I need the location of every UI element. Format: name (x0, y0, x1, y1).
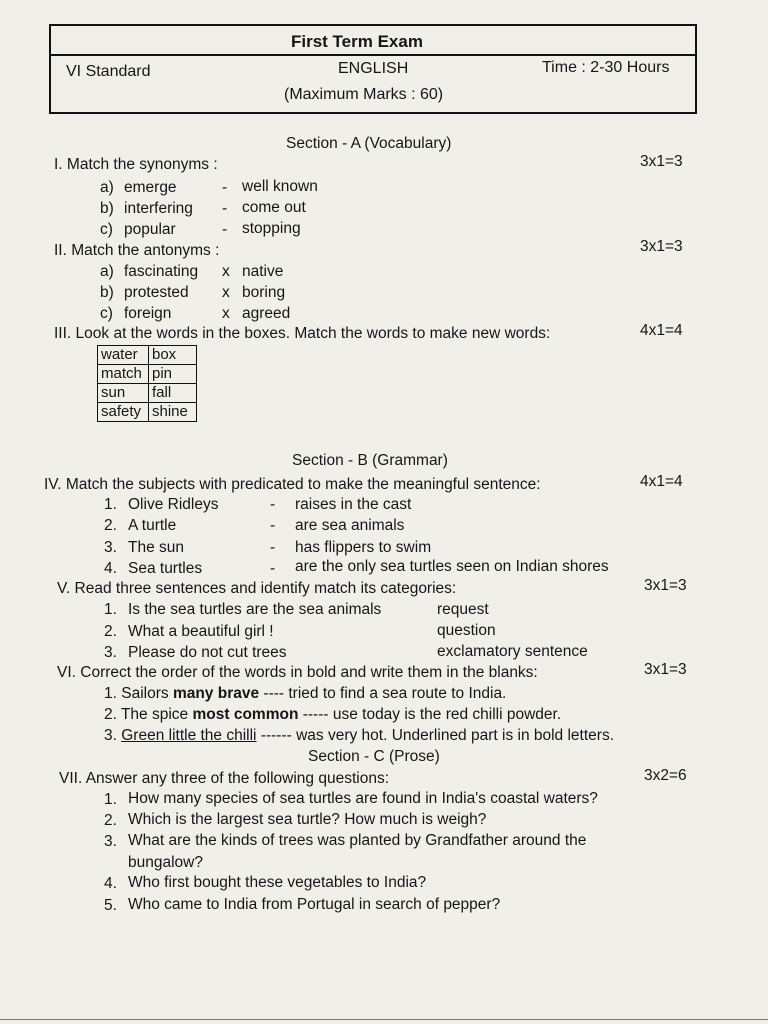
q5-marks: 3x1=3 (644, 577, 687, 594)
q1-marks: 3x1=3 (640, 153, 683, 170)
q5-category: exclamatory sentence (437, 643, 588, 660)
word-box-row (98, 403, 197, 422)
q4-num: 4. (104, 560, 117, 577)
q4-subject: A turtle (128, 517, 177, 534)
q7-question-continued: bungalow? (128, 854, 203, 871)
q7-question: Who came to India from Portugal in search of pepper? (128, 896, 501, 913)
section-c-heading: Section - C (Prose) (308, 748, 440, 765)
word-box-right: box (149, 346, 197, 365)
q7-question: Who first bought these vegetables to India? (128, 874, 427, 891)
q4-predicate: are sea animals (295, 517, 405, 534)
q2-sep: x (222, 305, 230, 322)
q2-word: fascinating (124, 263, 199, 280)
q1-word: emerge (124, 179, 177, 196)
time-label: Time : 2-30 Hours (542, 59, 670, 76)
q4-predicate: has flippers to swim (295, 539, 432, 556)
q1-sep: - (222, 221, 228, 238)
word-box-left: match (98, 365, 149, 384)
q5-sentence: Please do not cut trees (128, 644, 287, 661)
q5-num: 1. (104, 601, 117, 618)
q2-letter: b) (100, 284, 114, 301)
q5-heading: V. Read three sentences and identify match its categories: (57, 580, 457, 597)
q7-question: How many species of sea turtles are found in India's coastal waters? (128, 790, 598, 807)
word-box-left: sun (98, 384, 149, 403)
q6-bold-words: many brave (172, 685, 260, 702)
q6-pre: Sailors (121, 685, 173, 702)
word-box-left: safety (98, 403, 149, 422)
q6-num: 2. (104, 706, 117, 723)
q5-category: question (437, 622, 496, 639)
q1-match: stopping (242, 220, 301, 237)
word-box-row (98, 346, 197, 365)
q6-item (104, 728, 614, 744)
q1-sep: - (222, 200, 228, 217)
q1-word: popular (124, 221, 176, 238)
q5-category: request (437, 601, 489, 618)
q5-sentence: Is the sea turtles are the sea animals (128, 601, 382, 618)
q4-sep: - (270, 539, 276, 556)
q1-sep: - (222, 179, 228, 196)
q1-match: well known (242, 178, 318, 195)
q4-num: 1. (104, 496, 117, 513)
q1-word: interfering (124, 200, 193, 217)
q6-num: 1. (104, 685, 117, 702)
page-bottom-edge (0, 1019, 768, 1020)
q1-letter: c) (100, 221, 113, 238)
q2-word: foreign (124, 305, 172, 322)
q7-num: 3. (104, 833, 117, 850)
q2-letter: c) (100, 305, 113, 322)
q4-predicate: raises in the cast (295, 496, 412, 513)
q2-match: agreed (242, 305, 291, 322)
q1-letter: b) (100, 200, 114, 217)
q7-num: 4. (104, 875, 117, 892)
q6-post: ----- use today is the red chilli powder. (298, 706, 562, 723)
q6-post: ------ was very hot. Underlined part is in bold letters. (256, 727, 614, 744)
q6-post: ---- tried to find a sea route to India. (259, 685, 507, 702)
subject-label: ENGLISH (338, 60, 409, 77)
q3-marks: 4x1=4 (640, 322, 683, 339)
word-box-row (98, 365, 197, 384)
q4-num: 2. (104, 517, 117, 534)
q5-sentence: What a beautiful girl ! (128, 623, 274, 640)
exam-header (49, 24, 697, 114)
q4-subject: The sun (128, 539, 185, 556)
q5-num: 3. (104, 644, 117, 661)
q6-marks: 3x1=3 (644, 661, 687, 678)
q6-num: 3. (104, 727, 117, 744)
header-divider (51, 54, 695, 56)
q6-item (104, 686, 506, 702)
q4-predicate: are the only sea turtles seen on Indian shores (295, 558, 609, 575)
q5-num: 2. (104, 623, 117, 640)
q4-subject: Olive Ridleys (128, 496, 219, 513)
q6-pre: The spice (120, 706, 193, 723)
q4-sep: - (270, 517, 276, 534)
word-boxes-table (97, 345, 197, 422)
word-box-left: water (98, 346, 149, 365)
q7-num: 1. (104, 791, 117, 808)
q2-word: protested (124, 284, 189, 301)
q7-num: 5. (104, 897, 117, 914)
section-a-heading: Section - A (Vocabulary) (286, 135, 452, 152)
q2-match: native (242, 263, 284, 280)
word-box-right: fall (149, 384, 197, 403)
q2-match: boring (242, 284, 286, 301)
q4-sep: - (270, 560, 276, 577)
exam-title: First Term Exam (291, 32, 423, 51)
q7-heading: VII. Answer any three of the following questions: (59, 770, 389, 787)
q7-marks: 3x2=6 (644, 767, 687, 784)
standard-label: VI Standard (66, 63, 151, 80)
q6-heading: VI. Correct the order of the words in bold and write them in the blanks: (57, 664, 538, 681)
q4-subject: Sea turtles (128, 560, 203, 577)
word-box-right: shine (149, 403, 197, 422)
q2-sep: x (222, 263, 230, 280)
q4-num: 3. (104, 539, 117, 556)
q6-bold-words: most common (192, 706, 299, 723)
q7-question: What are the kinds of trees was planted by Grandfather around the (128, 832, 587, 849)
word-box-right: pin (149, 365, 197, 384)
q6-item (104, 707, 561, 723)
q1-letter: a) (100, 179, 114, 196)
section-b-heading: Section - B (Grammar) (292, 452, 448, 469)
word-box-row (98, 384, 197, 403)
q4-marks: 4x1=4 (640, 473, 683, 490)
max-marks-label: (Maximum Marks : 60) (284, 86, 444, 103)
q2-letter: a) (100, 263, 114, 280)
q4-sep: - (270, 496, 276, 513)
q1-heading: I. Match the synonyms : (54, 156, 218, 173)
q1-match: come out (242, 199, 306, 216)
q6-underlined-words: Green little the chilli (121, 727, 257, 744)
q2-heading: II. Match the antonyms : (54, 242, 220, 259)
q2-sep: x (222, 284, 230, 301)
q7-question: Which is the largest sea turtle? How much is weigh? (128, 811, 487, 828)
q2-marks: 3x1=3 (640, 238, 683, 255)
q7-num: 2. (104, 812, 117, 829)
q4-heading: IV. Match the subjects with predicated to make the meaningful sentence: (44, 476, 541, 493)
q3-heading: III. Look at the words in the boxes. Match the words to make new words: (54, 325, 551, 342)
